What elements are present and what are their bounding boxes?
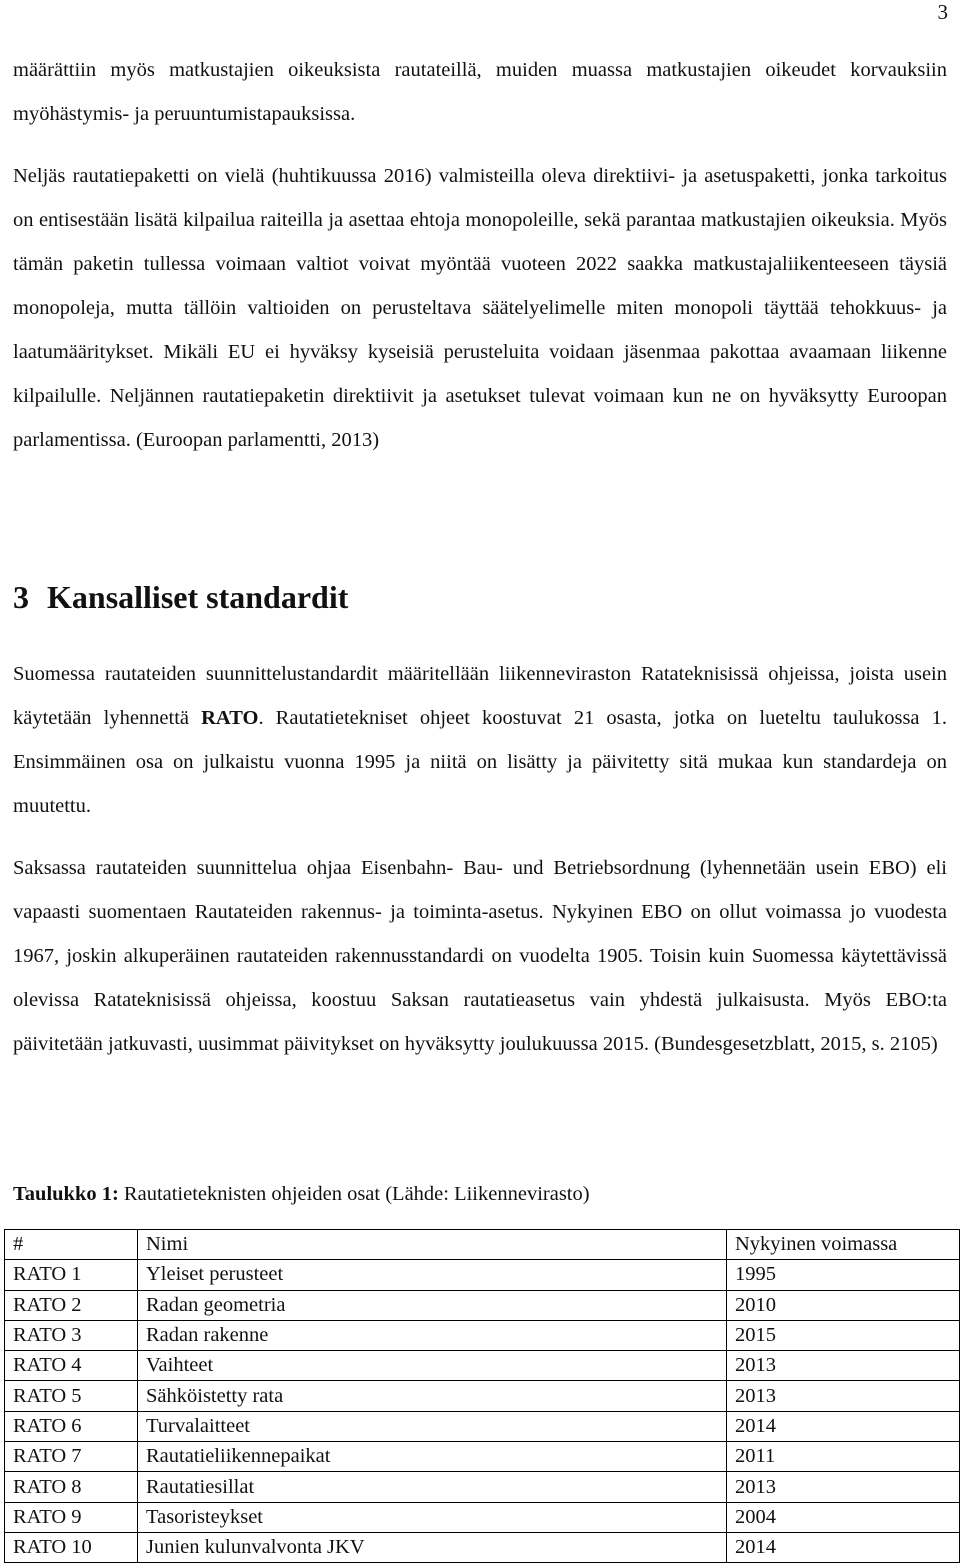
cell-id: RATO 3 [5,1320,138,1350]
cell-year: 2011 [727,1442,960,1472]
paragraph-text: Suomessa rautateiden suunnittelustandardit määritellään liikenneviraston Ratateknisissä ohjeissa, joista usein käytetään lyhennettä [13,663,947,729]
section-title: Kansalliset standardit [47,579,349,615]
cell-id: RATO 5 [5,1381,138,1411]
rato-abbreviation: RATO [201,707,259,729]
cell-name: Sähköistetty rata [138,1381,727,1411]
table-row [5,1442,960,1472]
table-row [5,1381,960,1411]
paragraph-german-standards: Saksassa rautateiden suunnittelua ohjaa Eisenbahn- Bau- und Betriebsordnung (lyhennetään usein EBO) eli vapaasti suomentaen Rautateiden rakennus- ja toiminta-asetus. Nykyinen EBO on ollut voimassa jo vuodesta 1967, joskin alkuperäinen rautateiden rakennusstandardi on vuodelta 1905. Toisin kuin Suomessa käytettävissä olevissa Ratateknisissä ohjeissa, koostuu Saksan rautatieasetus vain yhdestä julkaisusta. Myös EBO:ta päivitetään jatkuvasti, uusimmat päivitykset on hyväksytty joulukuussa 2015. (Bundesgesetzblatt, 2015, s. 2105) [13,857,947,1055]
cell-name: Tasoristeykset [138,1502,727,1532]
paragraph-finnish-standards [13,652,947,828]
cell-year: 2010 [727,1290,960,1320]
section-heading [13,572,348,622]
cell-id: RATO 1 [5,1260,138,1290]
cell-id: RATO 6 [5,1411,138,1441]
cell-year: 2013 [727,1351,960,1381]
table-row [5,1502,960,1532]
cell-name: Rautatieliikennepaikat [138,1442,727,1472]
cell-year: 2015 [727,1320,960,1350]
cell-year: 1995 [727,1260,960,1290]
cell-name: Junien kulunvalvonta JKV [138,1532,727,1562]
table-caption-text: Rautatieteknisten ohjeiden osat (Lähde: Liikennevirasto) [118,1183,590,1205]
table-row [5,1472,960,1502]
cell-name: Rautatiesillat [138,1472,727,1502]
page-number: 3 [937,0,948,24]
table-caption-label: Taulukko 1: [13,1183,119,1205]
table-row [5,1532,960,1562]
paragraph-fourth-railway-package: Neljäs rautatiepaketti on vielä (huhtikuussa 2016) valmisteilla oleva direktiivi- ja asetuspaketti, jonka tarkoitus on entisestään lisätä kilpailua raiteilla ja asettaa ehtoja monopoleille, sekä parantaa matkustajien oikeuksia. Myös tämän paketin tullessa voimaan valtiot voivat myöntää vuoteen 2022 saakka matkustajaliikenteeseen täysiä monopoleja, mutta tällöin valtioiden on perusteltava säätelyelimelle miten monopoli täyttää tehokkuus- ja laatumääritykset. Mikäli EU ei hyväksy kyseisiä perusteluita voidaan jäsenmaa pakottaa avaamaan liikenne kilpailulle. Neljännen rautatiepaketin direktiivit ja asetukset tulevat voimaan kun ne on hyväksytty Euroopan parlamentissa. (Euroopan parlamentti, 2013) [13,165,947,451]
cell-year: 2013 [727,1381,960,1411]
table-caption [13,1172,590,1216]
table-row [5,1351,960,1381]
cell-id: RATO 4 [5,1351,138,1381]
cell-name: Vaihteet [138,1351,727,1381]
cell-id: RATO 8 [5,1472,138,1502]
cell-name: Turvalaitteet [138,1411,727,1441]
cell-year: 2014 [727,1532,960,1562]
cell-id: RATO 2 [5,1290,138,1320]
paragraph-text: . Rautatietekniset ohjeet koostuvat 21 osasta, jotka on lueteltu taulukossa 1. Ensimmäinen osa on julkaistu vuonna 1995 ja niitä on lisätty ja päivitetty sitä mukaa kun standardeja on muutettu. [13,707,947,817]
cell-id: RATO 9 [5,1502,138,1532]
cell-name: Radan rakenne [138,1320,727,1350]
cell-name: Radan geometria [138,1290,727,1320]
paragraph-passenger-rights: määrättiin myös matkustajien oikeuksista rautateillä, muiden muassa matkustajien oikeudet korvauksiin myöhästymis- ja peruuntumistapauksissa. [13,59,947,125]
column-header-name: Nimi [138,1230,727,1260]
cell-id: RATO 10 [5,1532,138,1562]
cell-id: RATO 7 [5,1442,138,1472]
cell-year: 2014 [727,1411,960,1441]
column-header-current: Nykyinen voimassa [727,1230,960,1260]
cell-year: 2013 [727,1472,960,1502]
column-header-number: # [5,1230,138,1260]
table-header-row [5,1230,960,1260]
table-row [5,1290,960,1320]
table-row [5,1260,960,1290]
cell-name: Yleiset perusteet [138,1260,727,1290]
rato-table [4,1229,960,1563]
table-row [5,1411,960,1441]
cell-year: 2004 [727,1502,960,1532]
section-number: 3 [13,579,29,615]
table-row [5,1320,960,1350]
